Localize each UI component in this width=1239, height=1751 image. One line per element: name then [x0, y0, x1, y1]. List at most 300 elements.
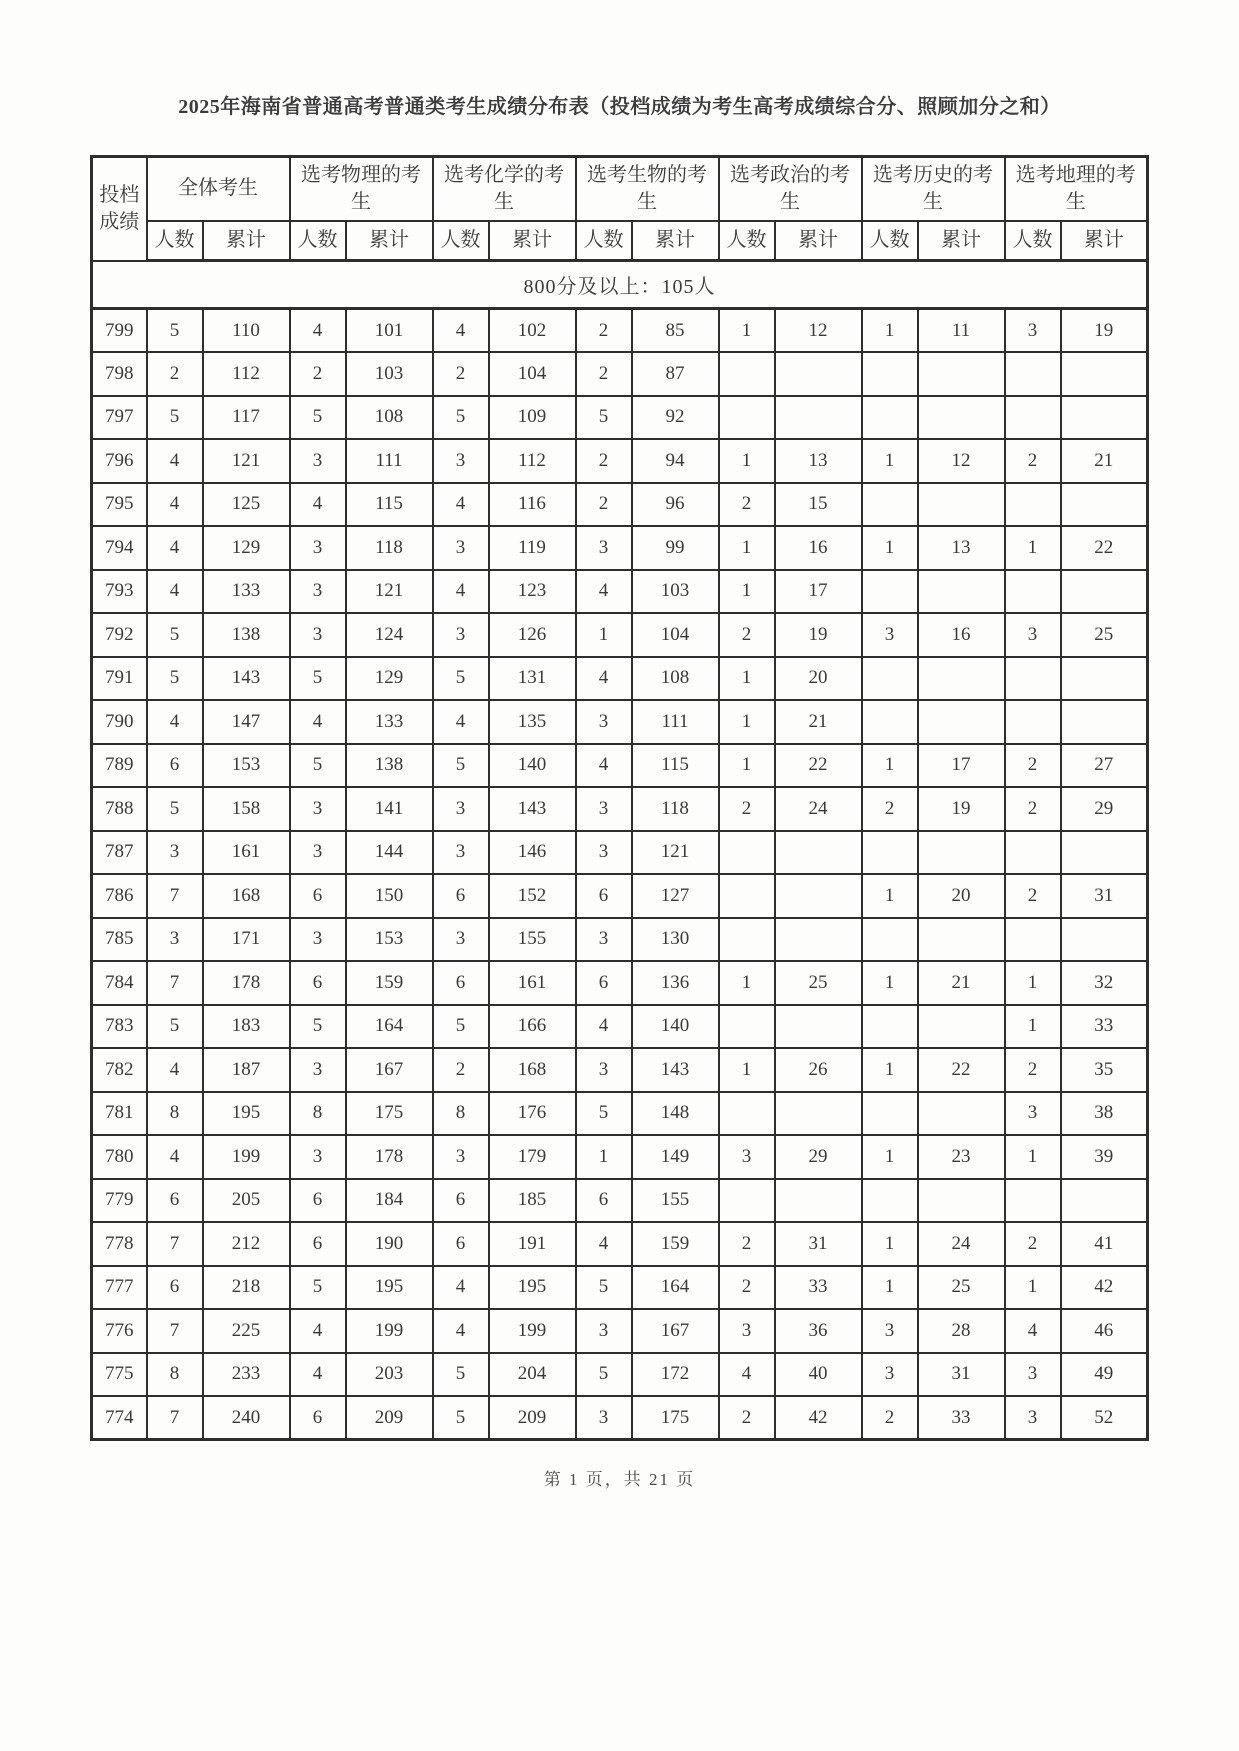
- cumulative-cell: [918, 483, 1005, 527]
- cumulative-cell: 104: [632, 613, 719, 657]
- cumulative-cell: 96: [632, 483, 719, 527]
- count-cell: 5: [147, 657, 203, 701]
- table-row: [92, 1179, 1148, 1223]
- cumulative-cell: 119: [489, 526, 576, 570]
- cumulative-cell: 140: [489, 744, 576, 788]
- cumulative-cell: 117: [203, 396, 290, 440]
- cumulative-cell: 111: [346, 439, 433, 483]
- count-cell: [862, 657, 918, 701]
- count-cell: [1005, 396, 1061, 440]
- cumulative-cell: 31: [775, 1222, 862, 1266]
- count-cell: 6: [576, 1179, 632, 1223]
- count-cell: 7: [147, 1222, 203, 1266]
- count-cell: [862, 1005, 918, 1049]
- cumulative-cell: 121: [346, 570, 433, 614]
- table-row: [92, 613, 1148, 657]
- count-cell: 4: [576, 657, 632, 701]
- score-cell: 777: [92, 1266, 147, 1310]
- cumulative-cell: [918, 570, 1005, 614]
- cumulative-cell: [1061, 657, 1148, 701]
- cumulative-cell: 153: [203, 744, 290, 788]
- cumulative-cell: 144: [346, 831, 433, 875]
- count-cell: 1: [719, 657, 775, 701]
- count-cell: 3: [433, 1135, 489, 1179]
- cumulative-cell: [1061, 396, 1148, 440]
- cumulative-cell: 155: [489, 918, 576, 962]
- count-cell: 6: [290, 961, 346, 1005]
- count-cell: 3: [433, 613, 489, 657]
- cumulative-cell: 138: [346, 744, 433, 788]
- count-cell: 5: [147, 309, 203, 353]
- cumulative-cell: 92: [632, 396, 719, 440]
- cumulative-cell: 175: [346, 1092, 433, 1136]
- table-row: [92, 1135, 1148, 1179]
- count-cell: 1: [1005, 1266, 1061, 1310]
- table-row: [92, 700, 1148, 744]
- cumulative-cell: 101: [346, 309, 433, 353]
- count-cell: [719, 396, 775, 440]
- sub-header-cumulative: 累计: [918, 221, 1005, 261]
- count-cell: 4: [147, 439, 203, 483]
- count-cell: [719, 874, 775, 918]
- cumulative-cell: [918, 657, 1005, 701]
- cumulative-cell: 13: [775, 439, 862, 483]
- cumulative-cell: 104: [489, 352, 576, 396]
- count-cell: [862, 396, 918, 440]
- cumulative-cell: 195: [489, 1266, 576, 1310]
- cumulative-cell: 185: [489, 1179, 576, 1223]
- group-header-politics: 选考政治的考生: [719, 157, 862, 221]
- cumulative-cell: [918, 352, 1005, 396]
- group-header-geography: 选考地理的考生: [1005, 157, 1148, 221]
- score-cell: 792: [92, 613, 147, 657]
- table-body: [92, 261, 1148, 1440]
- sub-header-count: 人数: [576, 221, 632, 261]
- cumulative-cell: 167: [632, 1309, 719, 1353]
- count-cell: 4: [433, 700, 489, 744]
- count-cell: 5: [576, 396, 632, 440]
- count-cell: 3: [576, 787, 632, 831]
- count-cell: 3: [290, 439, 346, 483]
- score-cell: 788: [92, 787, 147, 831]
- cumulative-cell: 205: [203, 1179, 290, 1223]
- cumulative-cell: 52: [1061, 1396, 1148, 1440]
- cumulative-cell: 148: [632, 1092, 719, 1136]
- cumulative-cell: 209: [489, 1396, 576, 1440]
- cumulative-cell: 108: [346, 396, 433, 440]
- count-cell: 8: [147, 1353, 203, 1397]
- count-cell: 4: [719, 1353, 775, 1397]
- corner-header-score: 投档成绩: [92, 157, 147, 261]
- score-cell: 778: [92, 1222, 147, 1266]
- count-cell: 4: [147, 483, 203, 527]
- group-header-all-candidates: 全体考生: [147, 157, 290, 221]
- count-cell: 6: [290, 1222, 346, 1266]
- cumulative-cell: [918, 1179, 1005, 1223]
- count-cell: 3: [576, 918, 632, 962]
- count-cell: 5: [147, 787, 203, 831]
- cumulative-cell: 233: [203, 1353, 290, 1397]
- count-cell: [862, 1179, 918, 1223]
- count-cell: 1: [862, 874, 918, 918]
- cumulative-cell: 21: [1061, 439, 1148, 483]
- cumulative-cell: 115: [346, 483, 433, 527]
- table-row: [92, 918, 1148, 962]
- score-cell: 787: [92, 831, 147, 875]
- cumulative-cell: 155: [632, 1179, 719, 1223]
- count-cell: [719, 1005, 775, 1049]
- count-cell: 1: [1005, 1005, 1061, 1049]
- count-cell: 2: [1005, 744, 1061, 788]
- cumulative-cell: 87: [632, 352, 719, 396]
- table-row: [92, 1092, 1148, 1136]
- sub-header-cumulative: 累计: [632, 221, 719, 261]
- cumulative-cell: 129: [203, 526, 290, 570]
- count-cell: 6: [147, 1266, 203, 1310]
- count-cell: 5: [576, 1092, 632, 1136]
- cumulative-cell: 111: [632, 700, 719, 744]
- count-cell: 1: [719, 744, 775, 788]
- cumulative-cell: 133: [203, 570, 290, 614]
- score-cell: 797: [92, 396, 147, 440]
- cumulative-cell: 143: [632, 1048, 719, 1092]
- count-cell: 3: [576, 1396, 632, 1440]
- cumulative-cell: 20: [775, 657, 862, 701]
- cumulative-cell: 115: [632, 744, 719, 788]
- count-cell: 4: [433, 1309, 489, 1353]
- cumulative-cell: 118: [346, 526, 433, 570]
- table-row: [92, 874, 1148, 918]
- count-cell: 1: [576, 1135, 632, 1179]
- cumulative-cell: 203: [346, 1353, 433, 1397]
- cumulative-cell: [1061, 700, 1148, 744]
- count-cell: 4: [433, 309, 489, 353]
- table-row: [92, 1005, 1148, 1049]
- count-cell: 2: [719, 787, 775, 831]
- table-row: [92, 1266, 1148, 1310]
- cumulative-cell: 178: [346, 1135, 433, 1179]
- score-cell: 790: [92, 700, 147, 744]
- count-cell: 5: [147, 396, 203, 440]
- count-cell: 4: [576, 1005, 632, 1049]
- count-cell: 5: [433, 1005, 489, 1049]
- score-cell: 780: [92, 1135, 147, 1179]
- table-row: [92, 483, 1148, 527]
- cumulative-cell: 161: [489, 961, 576, 1005]
- count-cell: [1005, 918, 1061, 962]
- count-cell: 3: [1005, 1396, 1061, 1440]
- count-cell: [862, 570, 918, 614]
- cumulative-cell: 22: [918, 1048, 1005, 1092]
- count-cell: [1005, 1179, 1061, 1223]
- count-cell: 2: [719, 613, 775, 657]
- cumulative-cell: 112: [203, 352, 290, 396]
- cumulative-cell: 147: [203, 700, 290, 744]
- score-cell: 795: [92, 483, 147, 527]
- cumulative-cell: 26: [775, 1048, 862, 1092]
- count-cell: 2: [1005, 1222, 1061, 1266]
- cumulative-cell: [918, 396, 1005, 440]
- count-cell: 3: [576, 526, 632, 570]
- count-cell: [862, 483, 918, 527]
- cumulative-cell: 19: [918, 787, 1005, 831]
- count-cell: 3: [1005, 613, 1061, 657]
- cumulative-cell: 129: [346, 657, 433, 701]
- group-header-row: [92, 157, 1148, 221]
- cumulative-cell: 199: [346, 1309, 433, 1353]
- count-cell: 4: [147, 526, 203, 570]
- cumulative-cell: 209: [346, 1396, 433, 1440]
- count-cell: 3: [147, 918, 203, 962]
- cumulative-cell: 25: [918, 1266, 1005, 1310]
- count-cell: 3: [290, 787, 346, 831]
- cumulative-cell: 35: [1061, 1048, 1148, 1092]
- cumulative-cell: 31: [1061, 874, 1148, 918]
- score-cell: 776: [92, 1309, 147, 1353]
- cumulative-cell: 172: [632, 1353, 719, 1397]
- count-cell: 2: [433, 352, 489, 396]
- score-cell: 793: [92, 570, 147, 614]
- cumulative-cell: 19: [775, 613, 862, 657]
- cumulative-cell: 121: [632, 831, 719, 875]
- score-cell: 774: [92, 1396, 147, 1440]
- table-row: [92, 352, 1148, 396]
- score-cell: 785: [92, 918, 147, 962]
- count-cell: 3: [576, 831, 632, 875]
- count-cell: 7: [147, 874, 203, 918]
- count-cell: 4: [147, 1135, 203, 1179]
- count-cell: 1: [862, 1266, 918, 1310]
- table-row: [92, 439, 1148, 483]
- cumulative-cell: 199: [489, 1309, 576, 1353]
- count-cell: [1005, 352, 1061, 396]
- count-cell: 1: [719, 570, 775, 614]
- cumulative-cell: 167: [346, 1048, 433, 1092]
- cumulative-cell: 22: [775, 744, 862, 788]
- cumulative-cell: 22: [1061, 526, 1148, 570]
- table-row: [92, 961, 1148, 1005]
- count-cell: 7: [147, 1396, 203, 1440]
- cumulative-cell: [775, 352, 862, 396]
- count-cell: 2: [862, 1396, 918, 1440]
- sub-header-count: 人数: [433, 221, 489, 261]
- table-row: [92, 831, 1148, 875]
- count-cell: 2: [576, 309, 632, 353]
- cumulative-cell: 33: [918, 1396, 1005, 1440]
- cumulative-cell: 109: [489, 396, 576, 440]
- cumulative-cell: 171: [203, 918, 290, 962]
- count-cell: 2: [290, 352, 346, 396]
- cumulative-cell: 16: [775, 526, 862, 570]
- table-row: [92, 787, 1148, 831]
- count-cell: 1: [1005, 526, 1061, 570]
- cumulative-cell: 17: [918, 744, 1005, 788]
- count-cell: 2: [719, 1396, 775, 1440]
- count-cell: 4: [433, 483, 489, 527]
- cumulative-cell: 12: [918, 439, 1005, 483]
- cumulative-cell: 184: [346, 1179, 433, 1223]
- count-cell: 1: [719, 700, 775, 744]
- count-cell: [719, 831, 775, 875]
- cumulative-cell: 187: [203, 1048, 290, 1092]
- count-cell: [1005, 570, 1061, 614]
- cumulative-cell: [775, 918, 862, 962]
- count-cell: 3: [290, 613, 346, 657]
- cumulative-cell: [918, 700, 1005, 744]
- count-cell: 4: [290, 483, 346, 527]
- cumulative-cell: 121: [203, 439, 290, 483]
- count-cell: 5: [433, 1396, 489, 1440]
- count-cell: 6: [433, 961, 489, 1005]
- count-cell: [862, 831, 918, 875]
- count-cell: 1: [1005, 961, 1061, 1005]
- cumulative-cell: 218: [203, 1266, 290, 1310]
- cumulative-cell: 36: [775, 1309, 862, 1353]
- count-cell: 5: [433, 744, 489, 788]
- cumulative-cell: 191: [489, 1222, 576, 1266]
- cumulative-cell: 146: [489, 831, 576, 875]
- count-cell: 3: [719, 1309, 775, 1353]
- count-cell: 6: [290, 874, 346, 918]
- score-cell: 786: [92, 874, 147, 918]
- count-cell: 1: [719, 961, 775, 1005]
- count-cell: 2: [1005, 1048, 1061, 1092]
- count-cell: [719, 1092, 775, 1136]
- cumulative-cell: [775, 1092, 862, 1136]
- sub-header-cumulative: 累计: [346, 221, 433, 261]
- cumulative-cell: 103: [346, 352, 433, 396]
- count-cell: 4: [290, 309, 346, 353]
- cumulative-cell: 183: [203, 1005, 290, 1049]
- count-cell: 3: [576, 1309, 632, 1353]
- cumulative-cell: 199: [203, 1135, 290, 1179]
- cumulative-cell: 27: [1061, 744, 1148, 788]
- cumulative-cell: 49: [1061, 1353, 1148, 1397]
- count-cell: 1: [862, 1135, 918, 1179]
- sub-header-count: 人数: [1005, 221, 1061, 261]
- cumulative-cell: 131: [489, 657, 576, 701]
- count-cell: [862, 352, 918, 396]
- count-cell: 7: [147, 961, 203, 1005]
- cumulative-cell: 118: [632, 787, 719, 831]
- table-row: [92, 1222, 1148, 1266]
- count-cell: 1: [719, 1048, 775, 1092]
- cumulative-cell: [775, 874, 862, 918]
- cumulative-cell: [918, 1092, 1005, 1136]
- count-cell: 3: [576, 1048, 632, 1092]
- cumulative-cell: 168: [489, 1048, 576, 1092]
- cumulative-cell: 25: [775, 961, 862, 1005]
- score-cell: 784: [92, 961, 147, 1005]
- cumulative-cell: [1061, 570, 1148, 614]
- cumulative-cell: 42: [1061, 1266, 1148, 1310]
- cumulative-cell: 116: [489, 483, 576, 527]
- cumulative-cell: 153: [346, 918, 433, 962]
- cumulative-cell: 130: [632, 918, 719, 962]
- count-cell: 2: [576, 439, 632, 483]
- cumulative-cell: 16: [918, 613, 1005, 657]
- cumulative-cell: 103: [632, 570, 719, 614]
- banner-800-and-above: 800分及以上：105人: [92, 261, 1148, 309]
- cumulative-cell: 175: [632, 1396, 719, 1440]
- cumulative-cell: 39: [1061, 1135, 1148, 1179]
- table-row: [92, 1309, 1148, 1353]
- group-header-history: 选考历史的考生: [862, 157, 1005, 221]
- count-cell: 4: [290, 1353, 346, 1397]
- cumulative-cell: 46: [1061, 1309, 1148, 1353]
- cumulative-cell: 112: [489, 439, 576, 483]
- score-distribution-table: [90, 155, 1149, 1441]
- cumulative-cell: [1061, 831, 1148, 875]
- group-header-physics: 选考物理的考生: [290, 157, 433, 221]
- sub-header-count: 人数: [290, 221, 346, 261]
- count-cell: 5: [290, 396, 346, 440]
- cumulative-cell: 38: [1061, 1092, 1148, 1136]
- count-cell: 3: [290, 1135, 346, 1179]
- cumulative-cell: 24: [918, 1222, 1005, 1266]
- cumulative-cell: 126: [489, 613, 576, 657]
- table-row: [92, 1396, 1148, 1440]
- cumulative-cell: 240: [203, 1396, 290, 1440]
- cumulative-cell: 33: [1061, 1005, 1148, 1049]
- count-cell: 3: [862, 613, 918, 657]
- cumulative-cell: 108: [632, 657, 719, 701]
- cumulative-cell: 176: [489, 1092, 576, 1136]
- cumulative-cell: 11: [918, 309, 1005, 353]
- cumulative-cell: 150: [346, 874, 433, 918]
- sub-header-cumulative: 累计: [775, 221, 862, 261]
- cumulative-cell: 204: [489, 1353, 576, 1397]
- count-cell: 3: [1005, 309, 1061, 353]
- cumulative-cell: [775, 831, 862, 875]
- page-number-footer: 第 1 页，共 21 页: [543, 1470, 696, 1489]
- cumulative-cell: 138: [203, 613, 290, 657]
- count-cell: [1005, 483, 1061, 527]
- table-row: [92, 1048, 1148, 1092]
- count-cell: [862, 1092, 918, 1136]
- count-cell: [1005, 831, 1061, 875]
- cumulative-cell: 25: [1061, 613, 1148, 657]
- count-cell: 1: [862, 1222, 918, 1266]
- cumulative-cell: 143: [203, 657, 290, 701]
- count-cell: 4: [147, 1048, 203, 1092]
- count-cell: 3: [1005, 1092, 1061, 1136]
- count-cell: 4: [576, 744, 632, 788]
- cumulative-cell: 24: [775, 787, 862, 831]
- count-cell: 6: [433, 874, 489, 918]
- score-cell: 779: [92, 1179, 147, 1223]
- count-cell: 2: [433, 1048, 489, 1092]
- cumulative-cell: 152: [489, 874, 576, 918]
- count-cell: 2: [576, 352, 632, 396]
- count-cell: 2: [862, 787, 918, 831]
- group-header-chemistry: 选考化学的考生: [433, 157, 576, 221]
- cumulative-cell: 140: [632, 1005, 719, 1049]
- table-row: [92, 570, 1148, 614]
- count-cell: 4: [576, 570, 632, 614]
- count-cell: 3: [290, 918, 346, 962]
- cumulative-cell: 212: [203, 1222, 290, 1266]
- count-cell: 3: [433, 439, 489, 483]
- cumulative-cell: 40: [775, 1353, 862, 1397]
- count-cell: 3: [433, 787, 489, 831]
- count-cell: 1: [1005, 1135, 1061, 1179]
- count-cell: 3: [433, 918, 489, 962]
- cumulative-cell: 158: [203, 787, 290, 831]
- count-cell: 5: [433, 1353, 489, 1397]
- cumulative-cell: 125: [203, 483, 290, 527]
- score-cell: 798: [92, 352, 147, 396]
